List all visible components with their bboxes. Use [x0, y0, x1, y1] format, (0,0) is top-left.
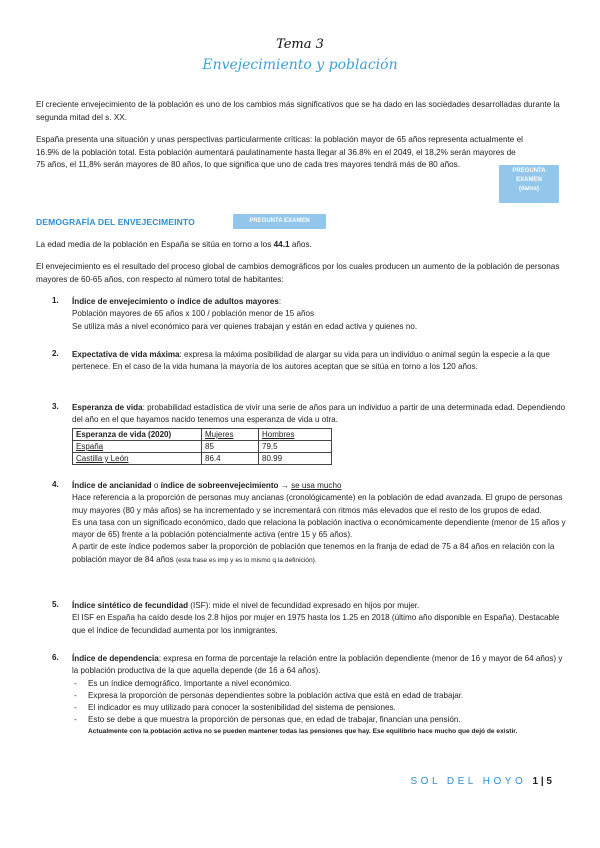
exam-question-badge-datos — [499, 165, 559, 203]
arrow-glyph: → — [278, 481, 292, 490]
item-title: Índice de ancianidad — [72, 481, 152, 490]
list-item-isf — [72, 600, 567, 637]
list-number: 2. — [52, 349, 59, 358]
exam-question-badge: PREGUNTA EXAMEN — [233, 214, 326, 229]
intro-paragraph-1: El creciente envejecimiento de la población es uno de los cambios más significativos que se ha dado en las sociedades desarrolladas durante la segunda mitad del s. XX. — [36, 100, 560, 122]
list-item-esperanza-vida — [72, 402, 567, 427]
table-cell: 79.5 — [259, 441, 332, 453]
item-text: : — [278, 297, 282, 306]
text-span: La edad media de la población en España se sitúa en torno a los — [36, 240, 274, 249]
list-item-indice-dependencia — [72, 653, 567, 737]
list-item: - Esto se debe a que muestra la proporción de personas que, en edad de trabajar, financian una pensión. — [72, 714, 567, 726]
page-footer — [411, 776, 553, 787]
page-heading-tema: Tema 3 — [276, 37, 324, 52]
footer-author: SOL DEL HOYO — [410, 776, 527, 787]
envejecimiento-definition: El envejecimiento es el resultado del proceso global de cambios demográficos por los cuales producen un aumento de la población de personas mayores de 60-65 años, con respecto al número total de habitantes: — [36, 262, 560, 284]
list-item-indice-ancianidad — [72, 480, 567, 567]
item-note: (esta frase es imp y es lo mismo q la definición). — [175, 556, 317, 564]
text-span: años. — [289, 240, 312, 249]
edad-media-value: 44.1 — [273, 240, 290, 249]
item-title: Índice de envejecimiento o índice de adultos mayores — [72, 297, 279, 306]
table-cell: 86.4 — [202, 453, 259, 465]
intro-paragraph-2: España presenta una situación y unas perspectivas particularmente críticas: la población mayor de 65 años representa actualmente el 16.9% de la población total. Esta población aumentará paulatinamente hasta llegar al 36.8% en el 2049, el 18,2% serán mayores de 75 años, el 11,8% serán mayores de 80 años, lo que significa que uno de cada tres mayores tendrá más de 80 años. — [36, 135, 523, 169]
table-cell: 80.99 — [259, 453, 332, 465]
item-title: Índice de dependencia — [72, 654, 159, 663]
list-number: 3. — [52, 402, 59, 411]
table-row — [73, 453, 332, 465]
item-text: : probabilidad estadística de vivir una serie de años para un individuo a partir de una determinada edad. Dependiendo del año en el que hayamos nacido tenemos una esperanza de vida u otra. — [72, 403, 566, 425]
item-text: Población mayores de 65 años x 100 / población menor de 15 años — [72, 309, 315, 319]
table-header-cell: Mujeres — [202, 429, 259, 441]
item-title: índice de sobreenvejecimiento — [160, 481, 279, 490]
item-text: Es una tasa con un significado económico, dado que relaciona la población inactiva o económicamente dependiente (menor de 15 años y mayor de 65) frente a la población potencialmente activa (entre 15 y 65 años). — [72, 517, 566, 540]
item-text: El ISF en España ha caído desde los 2.8 hijos por mujer en 1975 hasta los 1.25 en 2018 (último año disponible en España). Destacable que el índice de fecundidad aumenta por los inmigrantes. — [72, 613, 560, 635]
list-number: 5. — [52, 600, 59, 609]
list-number: 1. — [52, 296, 59, 305]
table-header-cell: Esperanza de vida (2020) — [73, 429, 202, 441]
page-number: 1 | 5 — [532, 776, 552, 787]
item-text: Hace referencia a la proporción de personas muy ancianas (cronológicamente) en la población de edad avanzada. El grupo de personas muy mayores (80 y más años) se ha incrementado y se incrementará con ritmos más elevados que el resto de los grupos de edad. — [72, 493, 563, 515]
list-number: 4. — [52, 480, 59, 489]
badge-line: (datos) — [519, 186, 539, 192]
table-cell: Castilla y León — [73, 453, 202, 465]
item-note: Actualmente con la población activa no se pueden mantener todas las pensiones que hay. Ese equilibrio hace mucho que dejó de existir. — [88, 727, 518, 735]
page-title: Envejecimiento y población — [202, 57, 398, 73]
item-title: Esperanza de vida — [72, 403, 143, 412]
table-header-cell: Hombres — [259, 429, 332, 441]
item-title: Expectativa de vida máxima — [72, 350, 180, 359]
table-cell: España — [73, 441, 202, 453]
esperanza-vida-table — [72, 428, 332, 465]
badge-line: EXAMEN — [516, 177, 542, 183]
table-row — [73, 441, 332, 453]
list-number: 6. — [52, 653, 59, 662]
table-cell: 85 — [202, 441, 259, 453]
item-text: o — [151, 481, 161, 490]
list-item-indice-envejecimiento — [72, 296, 567, 333]
dependencia-bullet-list — [72, 678, 567, 727]
item-text: : expresa en forma de porcentaje la relación entre la población dependiente (menor de 16 y mayor de 64 años) y la población productiva de la que aquella depende (de 16 a 64 años). — [72, 654, 563, 676]
table-header-row — [73, 429, 332, 441]
item-emphasis: se usa mucho — [291, 481, 342, 490]
edad-media-paragraph — [36, 239, 564, 252]
item-text: Se utiliza más a nivel económico para ver quienes trabajan y están en edad activa y quienes no. — [72, 321, 418, 331]
badge-line: PREGUNTA — [512, 168, 546, 174]
item-text: : expresa la máxima posibilidad de alargar su vida para un individuo o animal según la especie a la que pertenece. En el caso de la vida humana la mayoría de los autores aceptan que se sitúa en torno a los 120 años. — [72, 350, 550, 372]
item-text: (ISF): mide el nivel de fecundidad expresado en hijos por mujer. — [188, 601, 420, 610]
list-item-expectativa-vida — [72, 349, 567, 374]
list-item: - Es un índice demográfico. Importante a nivel económico. — [72, 678, 567, 690]
item-title: Índice sintético de fecundidad — [72, 601, 189, 610]
list-item: - Expresa la proporción de personas dependientes sobre la población activa que está en edad de trabajar. — [72, 690, 567, 702]
item-text: A partir de este índice podemos saber la proporción de población que tenemos en la franja de edad de 75 a 84 años en relación con la población mayor de 84 años — [72, 542, 555, 564]
list-item: - El indicador es muy utilizado para conocer la sostenibilidad del sistema de pensiones. — [72, 702, 567, 714]
section-title: DEMOGRAFÍA DEL ENVEJECIMEINTO — [36, 217, 195, 227]
